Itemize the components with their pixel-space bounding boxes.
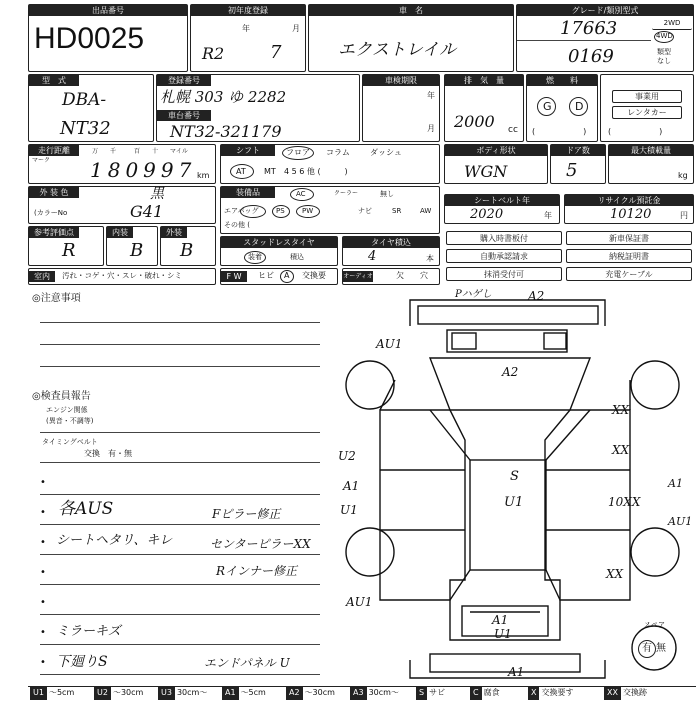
equip-aw: AW	[420, 207, 432, 215]
doc-auto-approval: 自動承認請求	[446, 249, 562, 263]
legend-desc: ～5cm	[240, 688, 266, 697]
report-line-2-left: 各AUS	[58, 499, 114, 519]
legend-key: A3	[350, 686, 367, 700]
legend-a2	[286, 686, 335, 700]
doors-value: 5	[566, 160, 578, 181]
fw-crack: ヒビ	[258, 271, 274, 280]
body-shape: WGN	[464, 162, 508, 181]
audio-label: オーディオ	[343, 273, 373, 280]
seatbelt-unit: 年	[544, 211, 552, 220]
usage-paren: ( )	[608, 127, 663, 136]
fuel-g: G	[543, 100, 552, 113]
rear-bumper-mark: A1	[508, 665, 525, 679]
capacity-unit: kg	[678, 171, 688, 180]
report-bullet: •	[40, 537, 46, 548]
report-line-3-right: センターピラーXX	[210, 537, 311, 551]
legend-x	[528, 686, 573, 700]
legend-desc: サビ	[429, 688, 446, 697]
equip-cooler: クーラー	[334, 190, 359, 197]
report-line-3-left: シートヘタリ、キレ	[56, 533, 173, 548]
lot-number: HD0025	[34, 22, 145, 55]
recycle-amount: 10120	[610, 207, 652, 222]
legend-u2	[94, 686, 143, 700]
right-rear-door-mark: A1	[668, 477, 683, 490]
shift-mt: MT	[264, 167, 276, 176]
report-line-6-left: ミラーキズ	[56, 624, 121, 639]
back-door-mark-u: U1	[494, 627, 512, 641]
color-value: 黒	[150, 186, 164, 202]
inspection-year-unit: 年	[427, 91, 435, 100]
legend-key: U1	[30, 686, 47, 700]
lot-number-label: 出品番号	[29, 5, 187, 16]
room-options: 汚れ・コゲ・穴・スレ・破れ・シミ	[62, 271, 182, 280]
spare-none: 無	[656, 643, 666, 654]
recycle-label: リサイクル預託金	[565, 195, 693, 206]
right-rear-fender-mark: AU1	[668, 515, 693, 528]
left-rear-door-mark: U1	[340, 503, 358, 517]
equip-pw: PW	[302, 207, 314, 215]
fw-exchange: 交換要	[302, 271, 326, 280]
shift-gears: 4 5 6 他 ( )	[284, 167, 348, 176]
legend-desc: 交換跡	[622, 688, 647, 697]
doc-purchase-board: 購入時書板付	[446, 231, 562, 245]
equip-ps: PS	[276, 207, 285, 215]
right-front-fender-mark: XX	[612, 403, 630, 417]
legend-key: XX	[604, 686, 621, 700]
model-type-line2: NT32	[60, 118, 111, 139]
legend-key: U3	[158, 686, 175, 700]
back-door-mark-a: A1	[492, 613, 509, 627]
report-bullet: •	[40, 507, 46, 518]
first-reg-month: 7	[270, 42, 282, 63]
grade-line2: 0169	[568, 46, 614, 67]
fuel-paren: ( )	[532, 127, 587, 136]
color-no-label: (カラーNo	[34, 209, 68, 217]
inspection-month-unit: 月	[427, 124, 435, 133]
capacity-label: 最大積載量	[609, 145, 693, 156]
color-no: G41	[130, 202, 164, 221]
shift-column: コラム	[326, 148, 350, 157]
body-shape-label: ボディ形状	[445, 145, 547, 156]
report-line-7-right: エンドパネル U	[204, 656, 290, 670]
chassis-label: 車台番号	[157, 110, 211, 121]
room-label: 室内	[29, 271, 55, 282]
tire-count: 4	[368, 249, 377, 264]
shift-label: シフト	[221, 145, 275, 156]
studless-label: スタッドレスタイヤ	[221, 237, 337, 248]
report-line-7-left: 下廻りS	[56, 654, 108, 670]
legend-desc: 腐食	[483, 688, 500, 697]
legend-u3	[158, 686, 207, 700]
engine-sub: (異音・不調等)	[46, 417, 94, 425]
displacement-label: 排 気 量	[445, 75, 523, 86]
grade-eval-label: 参考評価点	[29, 227, 79, 238]
notes-title: ◎注意事項	[32, 293, 81, 304]
usage-rental: レンタカー	[612, 106, 682, 119]
legend-key: S	[416, 686, 427, 700]
seatbelt-label: シートベルト年	[445, 195, 559, 206]
left-front-fender-mark: AU1	[376, 337, 403, 351]
report-line-4-right: Rインナー修正	[216, 564, 298, 578]
equip-none: 無し	[380, 190, 394, 198]
timing-exchange: 交換 有・無	[84, 449, 132, 458]
report-bullet: •	[40, 477, 46, 488]
spare-yes: 有	[642, 643, 652, 654]
reg-number: 札幌 303 ゆ 2282	[160, 88, 287, 106]
fw-a: A	[284, 271, 290, 280]
equipment-label: 装備品	[221, 187, 275, 198]
doc-charge-cable: 充電ケーブル	[566, 267, 692, 281]
legend-desc: ～5cm	[48, 688, 75, 697]
recycle-unit: 円	[680, 211, 688, 220]
seatbelt-year: 2020	[470, 207, 504, 222]
right-pillar-mark: XX	[612, 443, 630, 457]
mileage-mark: マーク	[32, 157, 51, 164]
hood-mark: A2	[502, 365, 519, 379]
legend-xx	[604, 686, 647, 700]
mileage-unit: km	[197, 171, 210, 180]
exterior-label: 外装	[161, 227, 187, 238]
engine-label: エンジン関係	[46, 406, 88, 414]
roof-mark-s: S	[510, 469, 519, 484]
audio-hole: 穴	[420, 271, 428, 280]
legend-key: A1	[222, 686, 239, 700]
shift-floor: フロア	[286, 148, 310, 157]
fuel-label: 燃 料	[527, 75, 597, 86]
interior-value: B	[130, 240, 144, 261]
legend-desc: 交換要す	[541, 688, 574, 697]
reg-number-label: 登録番号	[157, 75, 211, 86]
doc-warranty: 新車保証書	[566, 231, 692, 245]
front-pillar-mark: Pハゲし	[455, 289, 492, 300]
mileage-label: 走行距離	[29, 145, 79, 156]
audio-missing: 欠	[396, 271, 404, 280]
equip-navi: ナビ	[358, 207, 372, 215]
interior-label: 内装	[107, 227, 133, 238]
right-quarter-mark: XX	[606, 567, 624, 581]
legend-desc: ～30cm	[304, 688, 335, 697]
grade-eval: R	[62, 240, 76, 261]
equip-airbag: エアバッグ	[224, 207, 259, 215]
color-label: 外 装 色	[29, 187, 79, 198]
legend-a1	[222, 686, 266, 700]
fuel-d: D	[575, 100, 584, 113]
model-name-label: 車 名	[309, 5, 513, 16]
inspection-label: 車検期限	[363, 75, 439, 86]
first-reg-month-unit: 月	[292, 24, 300, 33]
legend-c	[470, 686, 500, 700]
spare-label: スペア	[644, 621, 665, 629]
left-rear-fender-mark: AU1	[346, 595, 373, 609]
left-front-door-mark: U2	[338, 449, 356, 463]
model-name: エクストレイル	[338, 40, 456, 60]
legend-key: U2	[94, 686, 111, 700]
equip-other: その他 (	[224, 221, 250, 229]
exterior-value: B	[180, 240, 194, 261]
front-bumper-mark: A2	[528, 289, 545, 303]
drive-2wd: 2WD	[652, 17, 692, 30]
studless-mounted: 装着	[248, 253, 262, 261]
report-title: ◎検査員報告	[32, 391, 91, 402]
timing-label: タイミングベルト	[42, 438, 98, 446]
chassis-number: NT32-321179	[170, 122, 282, 141]
first-registration-label: 初年度登録	[191, 5, 305, 16]
fw-label: F W	[221, 271, 247, 282]
equip-sr: SR	[392, 207, 402, 215]
legend-key: X	[528, 686, 539, 700]
studless-loaded: 積込	[290, 253, 304, 261]
model-type-label: 型 式	[29, 75, 79, 86]
left-sill-mark: A1	[343, 479, 360, 493]
displacement-value: 2000	[454, 112, 495, 131]
drive-4wd: 4WD	[656, 32, 673, 40]
roof-mark-u: U1	[504, 495, 524, 510]
report-line-2-right: Fピラー修正	[212, 507, 281, 521]
usage-business: 事業用	[612, 90, 682, 103]
first-reg-year-unit: 年	[242, 24, 250, 33]
legend-a3	[350, 686, 399, 700]
legend-key: C	[470, 686, 482, 700]
grade-line1: 17663	[560, 18, 618, 39]
displacement-unit: cc	[508, 125, 518, 135]
report-bullet: •	[40, 627, 46, 638]
mileage-value: 180997	[90, 158, 197, 182]
model-type-line1: DBA-	[62, 90, 107, 110]
grade-label: グレード/類別型式	[517, 5, 693, 16]
right-door-mark: 10XX	[608, 495, 641, 509]
shift-dash: ダッシュ	[370, 148, 402, 157]
equip-ac: AC	[296, 190, 306, 198]
legend-desc: ～30cm	[112, 688, 144, 697]
legend-s	[416, 686, 445, 700]
report-bullet: •	[40, 597, 46, 608]
legend-desc: 30cm～	[368, 688, 399, 697]
legend-u1	[30, 686, 74, 700]
legend-key: A2	[286, 686, 303, 700]
shift-at: AT	[236, 167, 246, 176]
tire-unit: 本	[426, 254, 434, 263]
report-bullet: •	[40, 657, 46, 668]
legend-desc: 30cm～	[176, 688, 208, 697]
doc-tax-cert: 納税証明書	[566, 249, 692, 263]
doors-label: ドア数	[551, 145, 605, 156]
mileage-digits-header: 万 千 百 十 マイル	[92, 148, 188, 155]
tire-label: タイヤ積込	[343, 237, 439, 248]
type-none-2: なし	[657, 57, 671, 65]
doc-cancel-ok: 抹消受付可	[446, 267, 562, 281]
type-none-1: 類型	[657, 48, 671, 56]
first-reg-era: R2	[202, 44, 225, 63]
report-bullet: •	[40, 567, 46, 578]
